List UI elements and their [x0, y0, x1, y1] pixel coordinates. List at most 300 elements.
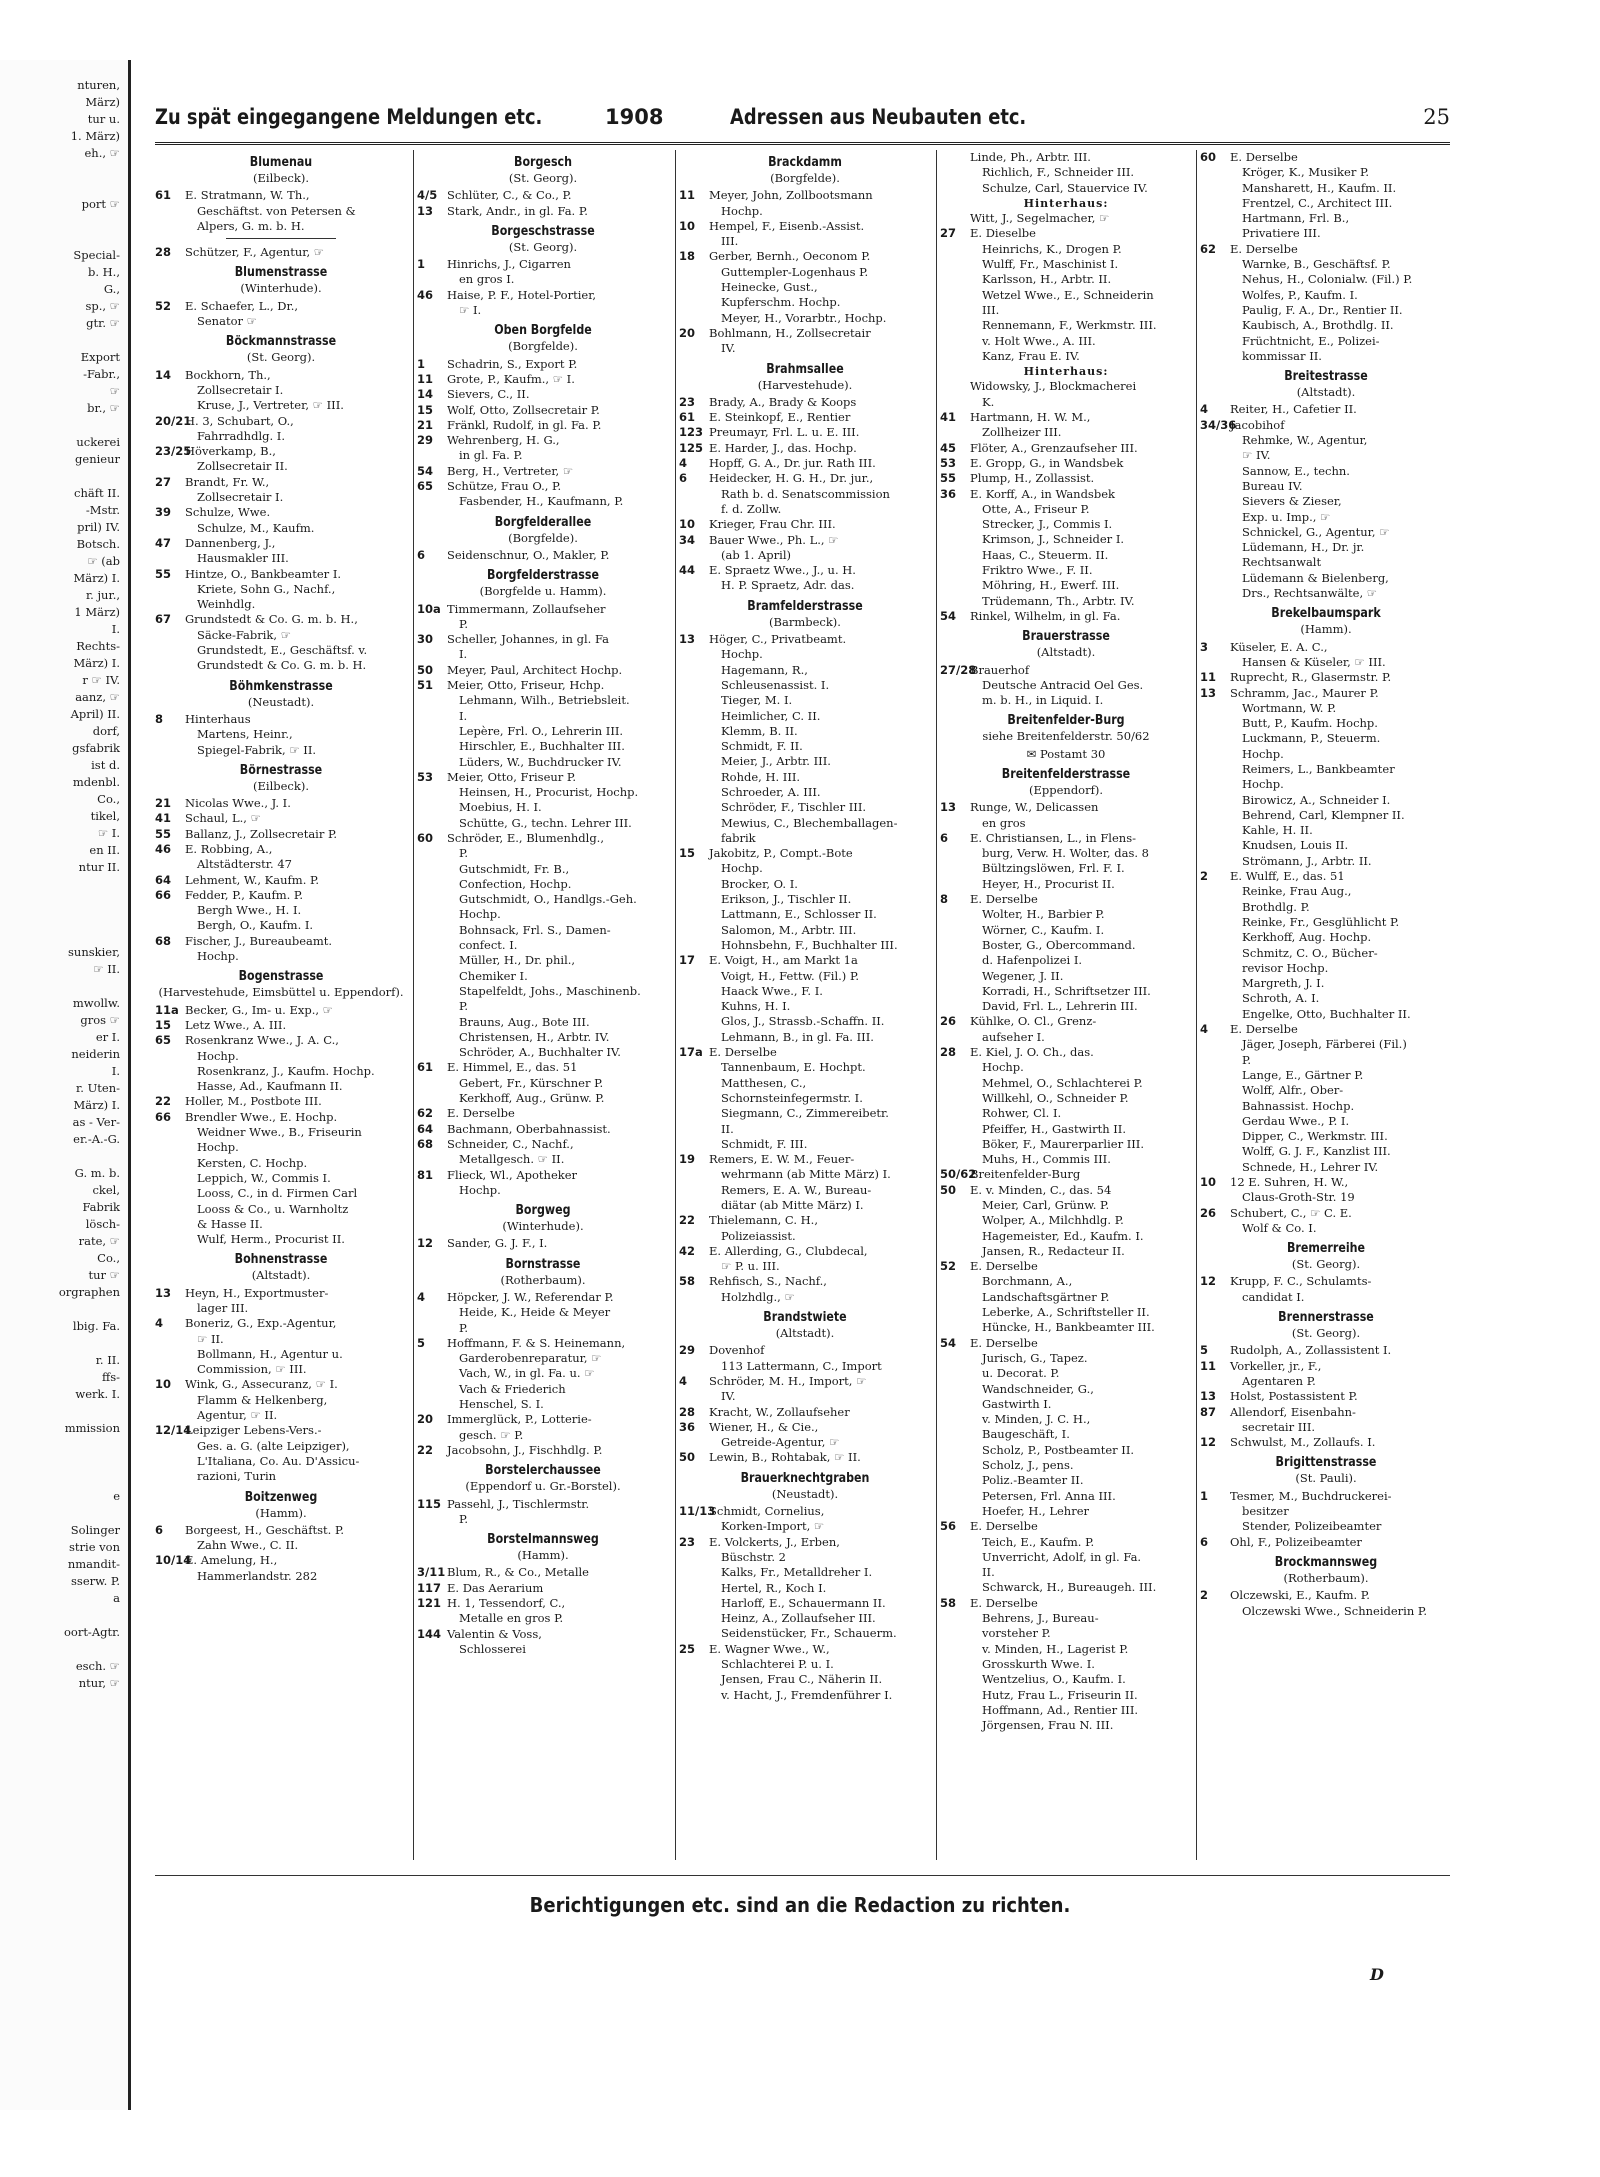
entry-line: Schaul, L., ☞: [185, 811, 261, 826]
house-number: 68: [155, 933, 172, 948]
address-entry: [940, 663, 1192, 709]
prev-page-line: en II.: [89, 843, 120, 857]
entry-line: Kröger, K., Musiker P.: [1242, 165, 1370, 180]
entry-line: Spiegel-Fabrik, ☞ II.: [197, 742, 317, 757]
entry-line: Fischer, J., Bureaubeamt.: [185, 933, 333, 948]
house-number: 54: [940, 1335, 957, 1350]
entry-line: Dovenhof: [709, 1343, 765, 1358]
entry-line: Hagemann, R.,: [721, 662, 808, 677]
entry-line: Kupferschm. Hochp.: [721, 295, 841, 310]
entry-line: Gutschmidt, Fr. B.,: [459, 861, 570, 876]
entry-line: Scheller, Johannes, in gl. Fa: [447, 632, 610, 647]
prev-page-line: r ☞ IV.: [82, 673, 120, 687]
address-entry: [1200, 1343, 1452, 1358]
entry-line: E. Gropp, G., in Wandsbek: [970, 455, 1124, 470]
entry-line: u. Decorat. P.: [982, 1366, 1060, 1381]
prev-page-line: ist d.: [91, 758, 120, 772]
house-number: 30: [417, 632, 434, 647]
address-entry: [679, 1405, 931, 1420]
address-entry: [155, 873, 407, 888]
address-entry: [417, 188, 669, 203]
house-number: 121: [417, 1596, 442, 1611]
entry-line: Schmidt, F. II.: [721, 739, 803, 754]
column-1: [155, 150, 407, 1870]
entry-line: Gebert, Fr., Kürschner P.: [459, 1075, 604, 1090]
address-entry: [679, 846, 931, 953]
entry-line: v. Holt Wwe., A. III.: [982, 333, 1096, 348]
entry-line: E. Allerding, G., Clubdecal,: [709, 1243, 868, 1258]
prev-page-line: tur ☞: [88, 1268, 120, 1282]
district-label: (St. Georg).: [508, 239, 578, 254]
entry-line: Reiter, H., Cafetier II.: [1230, 402, 1357, 417]
address-entry: [417, 1627, 669, 1658]
entry-line: Kriete, Sohn G., Nachf.,: [197, 581, 336, 596]
entry-line: E. Derselbe: [1230, 150, 1298, 164]
house-number: 55: [155, 826, 172, 841]
entry-line: Gerber, Bernh., Oeconom P.: [709, 249, 871, 264]
address-entry: [679, 456, 931, 471]
street-heading: Bogenstrasse: [238, 968, 324, 985]
street-heading: Borgfelderstrasse: [487, 567, 599, 584]
entry-line: burg, Verw. H. Wolter, das. 8: [982, 846, 1149, 861]
street-heading: Borstelerchaussee: [485, 1462, 601, 1479]
house-number: 12: [1200, 1435, 1217, 1450]
entry-line: Otte, A., Friseur P.: [982, 501, 1090, 516]
address-entry: [1200, 150, 1452, 242]
prev-page-line: [0, 179, 128, 196]
district-label: (Rotherbaum).: [500, 1272, 586, 1287]
address-entry: [1200, 869, 1452, 1022]
address-entry: [155, 1018, 407, 1033]
entry-line: Lüdemann & Bielenberg,: [1242, 570, 1389, 585]
address-entry: [679, 632, 931, 846]
entry-line: Matthesen, C.,: [721, 1075, 807, 1090]
entry-line: Chemiker I.: [459, 968, 528, 983]
entry-line: Reinke, Frau Aug.,: [1242, 884, 1352, 899]
entry-line: diätar (ab Mitte März) I.: [721, 1198, 864, 1212]
entry-line: Willkehl, O., Schneider P.: [982, 1090, 1129, 1105]
entry-line: Guttempler-Logenhaus P.: [721, 264, 869, 279]
entry-line: Mehmel, O., Schlachterei P.: [982, 1075, 1143, 1090]
entry-line: Kruse, J., Vertreter, ☞ III.: [197, 398, 344, 413]
entry-line: Knudsen, Louis II.: [1242, 838, 1349, 853]
address-entry: [679, 1450, 931, 1465]
prev-page-line: sserw. P.: [71, 1574, 120, 1588]
entry-line: Böker, F., Maurerparlier III.: [982, 1136, 1144, 1151]
house-number: 42: [679, 1243, 696, 1258]
prev-page-line: I.: [111, 1064, 120, 1078]
district-label: (Eilbeck).: [253, 171, 309, 185]
entry-line: Wegener, J. II.: [982, 968, 1064, 983]
entry-line: kommissar II.: [1242, 348, 1322, 363]
entry-line: Scholz, P., Postbeamter II.: [982, 1442, 1135, 1457]
house-number: 22: [417, 1442, 434, 1457]
address-entry: [155, 1523, 407, 1554]
entry-line: Rechtsanwalt: [1242, 555, 1322, 570]
entry-line: Meier, Carl, Grünw. P.: [982, 1198, 1110, 1212]
entry-line: E. Harder, J., das. Hochp.: [709, 440, 857, 455]
house-number: 39: [155, 505, 172, 520]
entry-line: (ab 1. April): [721, 547, 791, 562]
address-entry: [155, 1553, 407, 1584]
street-heading: Bremerreihe: [1286, 1240, 1366, 1257]
prev-page-line: b. H.,: [87, 265, 120, 279]
entry-line: Kersten, C. Hochp.: [197, 1155, 308, 1170]
address-entry: [155, 245, 407, 260]
address-entry: [1200, 1405, 1452, 1436]
entry-line: II.: [721, 1121, 734, 1136]
entry-line: Flamm & Helkenberg,: [197, 1392, 328, 1407]
address-entry: [417, 632, 669, 663]
entry-line: Frentzel, C., Architect III.: [1242, 195, 1393, 210]
entry-line: Bültzingslöwen, Frl. F. I.: [982, 861, 1125, 876]
entry-line: Engelke, Otto, Buchhalter II.: [1242, 1006, 1411, 1021]
house-number: 62: [1200, 241, 1217, 256]
entry-line: IV.: [721, 341, 736, 356]
entry-line: Schadrin, S., Export P.: [447, 356, 578, 371]
entry-line: Lehmann, Wilh., Betriebsleit.: [459, 693, 630, 708]
address-entry: [940, 410, 1192, 441]
address-entry: [679, 1274, 931, 1305]
district-label: (St. Georg).: [1291, 1326, 1361, 1341]
entry-line: E. Kiel, J. O. Ch., das.: [970, 1045, 1094, 1060]
entry-line: Haack Wwe., F. I.: [721, 983, 823, 998]
prev-page-line: März): [85, 95, 120, 109]
entry-line: Siegmann, C., Zimmereibetr.: [721, 1106, 889, 1121]
house-number: 10: [155, 1377, 172, 1392]
entry-line: Jansen, R., Redacteur II.: [982, 1243, 1125, 1258]
column-2: [417, 150, 669, 1870]
entry-line: Borgeest, H., Geschäftst. P.: [185, 1522, 345, 1537]
entry-line: Strecker, J., Commis I.: [982, 517, 1113, 532]
prev-page-line: gtr. ☞: [86, 316, 120, 330]
house-number: 55: [155, 566, 172, 581]
address-entry: [155, 188, 407, 234]
address-entry: [417, 770, 669, 831]
entry-line: Schlachterei P. u. I.: [721, 1657, 834, 1672]
entry-line: Drs., Rechtsanwälte, ☞: [1242, 586, 1378, 601]
entry-line: Henschel, S. I.: [459, 1397, 544, 1412]
house-number: 61: [155, 188, 172, 203]
prev-page-line: [0, 1335, 128, 1352]
prev-page-line: tikel,: [90, 809, 120, 823]
house-number: 60: [417, 830, 434, 845]
prev-page-line: ☞ (ab: [87, 554, 120, 568]
entry-line: Stark, Andr., in gl. Fa. P.: [447, 203, 588, 218]
prev-page-line: br., ☞: [87, 401, 120, 415]
prev-page-line: 1 März): [74, 605, 120, 619]
house-number: 13: [679, 632, 696, 647]
house-number: 47: [155, 535, 172, 550]
address-entry: [155, 1110, 407, 1248]
prev-page-line: [0, 1403, 128, 1420]
house-number: 20/21: [155, 413, 192, 428]
entry-line: revisor Hochp.: [1242, 960, 1329, 975]
address-entry: [940, 1045, 1192, 1167]
entry-line: Ballanz, J., Zollsecretair P.: [185, 826, 338, 841]
entry-line: Stapelfeldt, Johs., Maschinenb.: [459, 983, 641, 998]
street-heading: Brekelbaumspark: [1271, 605, 1381, 622]
district-label: (Altstadt).: [775, 1326, 835, 1341]
address-entry: [417, 1168, 669, 1199]
address-entry: [940, 1183, 1192, 1259]
entry-divider: [226, 238, 336, 239]
address-entry: [417, 1122, 669, 1137]
address-entry: [940, 226, 1192, 364]
address-entry: [155, 612, 407, 673]
house-number: 123: [679, 425, 704, 440]
house-number: 10a: [417, 601, 441, 616]
entry-line: v. Minden, J. C. H.,: [982, 1412, 1091, 1427]
entry-line: Hochp.: [982, 1060, 1024, 1075]
house-number: 28: [679, 1404, 696, 1419]
page-number: 25: [1423, 105, 1450, 129]
district-label: (Harvestehude, Eimsbüttel u. Eppendorf).: [158, 985, 404, 1000]
entry-line: Kracht, W., Zollaufseher: [709, 1404, 850, 1419]
entry-line: Allendorf, Eisenbahn-: [1230, 1404, 1356, 1419]
entry-line: Polizeiassist.: [721, 1228, 796, 1243]
entry-line: I.: [459, 708, 468, 723]
address-entry: [679, 1244, 931, 1275]
entry-line: Remers, E. A. W., Bureau-: [721, 1182, 872, 1197]
entry-line: Immerglück, P., Lotterie-: [447, 1412, 592, 1427]
entry-line: P.: [459, 1511, 469, 1526]
address-entry: [940, 1596, 1192, 1734]
entry-line: v. Minden, H., Lagerist P.: [982, 1641, 1129, 1656]
prev-page-line: [0, 230, 128, 247]
address-entry: [155, 368, 407, 414]
house-number: 12: [417, 1236, 434, 1251]
entry-line: L'Italiana, Co. Au. D'Assicu-: [197, 1453, 360, 1468]
address-entry: [417, 357, 669, 372]
entry-line: Jacobihof: [1230, 417, 1285, 432]
entry-line: Hopff, G. A., Dr. jur. Rath III.: [709, 456, 876, 471]
entry-line: Grundstedt & Co. G. m. b. H.,: [185, 612, 358, 627]
entry-line: Heidecker, H. G. H., Dr. jur.,: [709, 471, 874, 486]
entry-line: Rinkel, Wilhelm, in gl. Fa.: [970, 608, 1121, 623]
subsection-label: Hinterhaus:: [1023, 365, 1109, 379]
address-entry: [940, 800, 1192, 831]
house-number: 54: [940, 608, 957, 623]
prev-page-line: [0, 1148, 128, 1165]
house-number: 3: [1200, 639, 1209, 654]
entry-line: Sievers & Zieser,: [1242, 494, 1342, 509]
entry-line: Kerkhoff, Aug., Grünw. P.: [459, 1091, 605, 1106]
entry-line: Hagemeister, Ed., Kaufm. I.: [982, 1228, 1144, 1243]
address-entry: [417, 387, 669, 402]
house-number: 28: [155, 245, 172, 260]
entry-line: Moebius, H. I.: [459, 800, 542, 815]
entry-line: Hochp.: [721, 647, 763, 662]
entry-line: E. Amelung, H.,: [185, 1553, 278, 1568]
house-number: 4: [155, 1316, 164, 1331]
entry-line: Wulf, Herm., Procurist II.: [197, 1232, 345, 1247]
entry-line: Schlüter, C., & Co., P.: [447, 188, 572, 203]
entry-line: Grosskurth Wwe. I.: [982, 1656, 1095, 1671]
address-entry: [417, 464, 669, 479]
house-number: 36: [940, 486, 957, 501]
address-entry: [679, 1343, 931, 1374]
entry-line: Möhring, H., Ewerf. III.: [982, 578, 1120, 593]
prev-page-line: G.,: [103, 282, 120, 296]
house-number: 10: [679, 218, 696, 233]
street-heading: Borgweg: [515, 1202, 571, 1219]
entry-line: Nicolas Wwe., J. I.: [185, 796, 291, 811]
footer-notice: Berichtigungen etc. sind an die Redaction zu richten.: [529, 1893, 1071, 1917]
entry-line: Jäger, Joseph, Färberei (Fil.): [1242, 1037, 1407, 1052]
entry-line: Gutschmidt, O., Handlgs.-Geh.: [459, 892, 637, 907]
entry-line: Rosenkranz, J., Kaufm. Hochp.: [197, 1063, 375, 1078]
address-entry: [155, 827, 407, 842]
entry-line: E. Steinkopf, E., Rentier: [709, 410, 851, 425]
prev-page-line: strie von: [69, 1540, 120, 1554]
entry-line: Holst, Postassistent P.: [1230, 1389, 1358, 1404]
prev-page-line: Co.,: [97, 792, 120, 806]
house-number: 58: [940, 1595, 957, 1610]
entry-line: Schwarck, H., Bureaugeh. III.: [982, 1580, 1157, 1595]
entry-line: Berg, H., Vertreter, ☞: [447, 463, 574, 478]
entry-line: Wiener, H., & Cie.,: [709, 1419, 819, 1434]
entry-line: Rohde, H. III.: [721, 769, 801, 784]
entry-line: Hinrichs, J., Cigarren: [447, 257, 571, 272]
address-entry: [940, 456, 1192, 471]
entry-line: in gl. Fa. P.: [459, 448, 523, 463]
address-entry: [1200, 1389, 1452, 1404]
house-number: 46: [417, 287, 434, 302]
entry-line: David, Frl. L., Lehrerin III.: [982, 999, 1138, 1014]
address-entry: [417, 602, 669, 633]
prev-page-line: Rechts-: [76, 639, 120, 653]
entry-line: E. Derselbe: [1230, 1022, 1298, 1037]
house-number: 50: [679, 1450, 696, 1465]
address-entry: [417, 433, 669, 464]
header-right-title: Adressen aus Neubauten etc.: [730, 105, 1027, 129]
address-entry: [679, 395, 931, 410]
entry-line: Kuhns, H. I.: [721, 999, 791, 1014]
entry-line: E. Derselbe: [970, 1595, 1038, 1610]
entry-line: Heyn, H., Exportmuster-: [185, 1285, 329, 1300]
entry-line: Weinhdlg.: [197, 597, 256, 612]
prev-page-line: [0, 876, 128, 893]
entry-line: Borchmann, A.,: [982, 1274, 1073, 1289]
prev-page-line: dorf,: [92, 724, 120, 738]
address-entry: [155, 888, 407, 934]
house-number: 66: [155, 1109, 172, 1124]
entry-line: Confection, Hochp.: [459, 876, 572, 891]
entry-line: secretair III.: [1242, 1419, 1316, 1434]
address-entry: [679, 188, 931, 219]
entry-line: Zollheizer III.: [982, 425, 1062, 440]
house-number: 13: [1200, 685, 1217, 700]
prev-page-line: r. jur.,: [85, 588, 120, 602]
entry-line: Richlich, F., Schneider III.: [982, 165, 1135, 180]
house-number: 29: [417, 433, 434, 448]
entry-line: Voigt, H., Fettw. (Fil.) P.: [721, 968, 860, 983]
prev-page-line: Special-: [73, 248, 120, 262]
column-5: [1200, 150, 1452, 1870]
prev-page-line: [0, 910, 128, 927]
house-number: 11: [679, 188, 696, 203]
entry-line: Altstädterstr. 47: [197, 857, 292, 872]
house-number: 61: [417, 1060, 434, 1075]
entry-line: Senator ☞: [197, 314, 257, 329]
entry-line: Flieck, Wl., Apotheker: [447, 1167, 578, 1182]
entry-line: Kahle, H. II.: [1242, 823, 1313, 838]
address-entry: [155, 1033, 407, 1094]
entry-line: P.: [459, 1320, 469, 1335]
entry-line: 113 Lattermann, C., Import: [721, 1358, 882, 1373]
address-entry: [417, 1565, 669, 1580]
entry-line: Kaubisch, A., Brothdlg. II.: [1242, 318, 1394, 333]
street-heading: Brackdamm: [768, 154, 842, 170]
prev-page-line: genieur: [75, 452, 120, 466]
entry-line: Bachmann, Oberbahnassist.: [447, 1121, 611, 1136]
house-number: 50: [940, 1182, 957, 1197]
house-number: 11a: [155, 1002, 179, 1017]
street-heading: Blumenstrasse: [234, 264, 328, 281]
entry-line: Lehment, W., Kaufm. P.: [185, 872, 320, 887]
prev-page-line: port ☞: [81, 197, 120, 211]
entry-line: Reinke, Fr., Gesglühlicht P.: [1242, 914, 1400, 929]
address-entry: [155, 414, 407, 445]
entry-line: Landschaftsgärtner P.: [982, 1289, 1110, 1304]
entry-line: E. Dieselbe: [970, 226, 1036, 241]
entry-line: Getreide-Agentur, ☞: [721, 1435, 840, 1450]
entry-line: Breitenfelder-Burg: [970, 1167, 1081, 1182]
address-entry: [940, 150, 1192, 196]
prev-page-line: [0, 1641, 128, 1658]
prev-page-line: pril) IV.: [77, 520, 120, 534]
entry-line: Wandschneider, G.,: [982, 1381, 1094, 1396]
entry-line: E. Derselbe: [970, 892, 1038, 907]
address-entry: [417, 1060, 669, 1106]
entry-line: Wetzel Wwe., E., Schneiderin: [982, 287, 1154, 302]
address-entry: [1200, 1435, 1452, 1450]
entry-line: H. 3, Schubart, O.,: [185, 413, 294, 428]
entry-line: Butt, P., Kaufm. Hochp.: [1242, 716, 1378, 731]
address-entry: [1200, 670, 1452, 685]
address-entry: [1200, 1588, 1452, 1619]
entry-line: Hartmann, Frl. B.,: [1242, 211, 1350, 226]
entry-line: Schwulst, M., Zollaufs. I.: [1230, 1435, 1376, 1450]
address-entry: [679, 441, 931, 456]
entry-line: Heinrichs, K., Drogen P.: [982, 241, 1122, 256]
address-entry: [417, 678, 669, 770]
entry-line: Leberke, A., Schriftsteller II.: [982, 1305, 1150, 1320]
house-number: 44: [679, 563, 696, 578]
address-entry: [155, 1316, 407, 1377]
address-entry: [679, 1642, 931, 1703]
house-number: 54: [417, 463, 434, 478]
street-heading: Böhmkenstrasse: [229, 677, 333, 694]
house-number: 52: [155, 298, 172, 313]
entry-line: Brauns, Aug., Bote III.: [459, 1014, 590, 1029]
header-year: 1908: [605, 105, 664, 129]
address-entry: [679, 953, 931, 1045]
entry-line: Ges. a. G. (alte Leipziger),: [197, 1438, 350, 1453]
address-entry: [679, 249, 931, 325]
entry-line: Hempel, F., Eisenb.-Assist.: [709, 218, 865, 233]
house-number: 6: [417, 547, 426, 562]
entry-line: Hüncke, H., Bankbeamter III.: [982, 1320, 1155, 1335]
address-entry: [1200, 1535, 1452, 1550]
entry-line: Hoffmann, F. & S. Heinemann,: [447, 1335, 626, 1350]
entry-line: Büschstr. 2: [721, 1549, 786, 1564]
address-entry: [940, 471, 1192, 486]
prev-page-line: [0, 893, 128, 910]
entry-line: Paulig, F. A., Dr., Rentier II.: [1242, 302, 1403, 317]
entry-line: Friktro Wwe., F. II.: [982, 563, 1093, 578]
